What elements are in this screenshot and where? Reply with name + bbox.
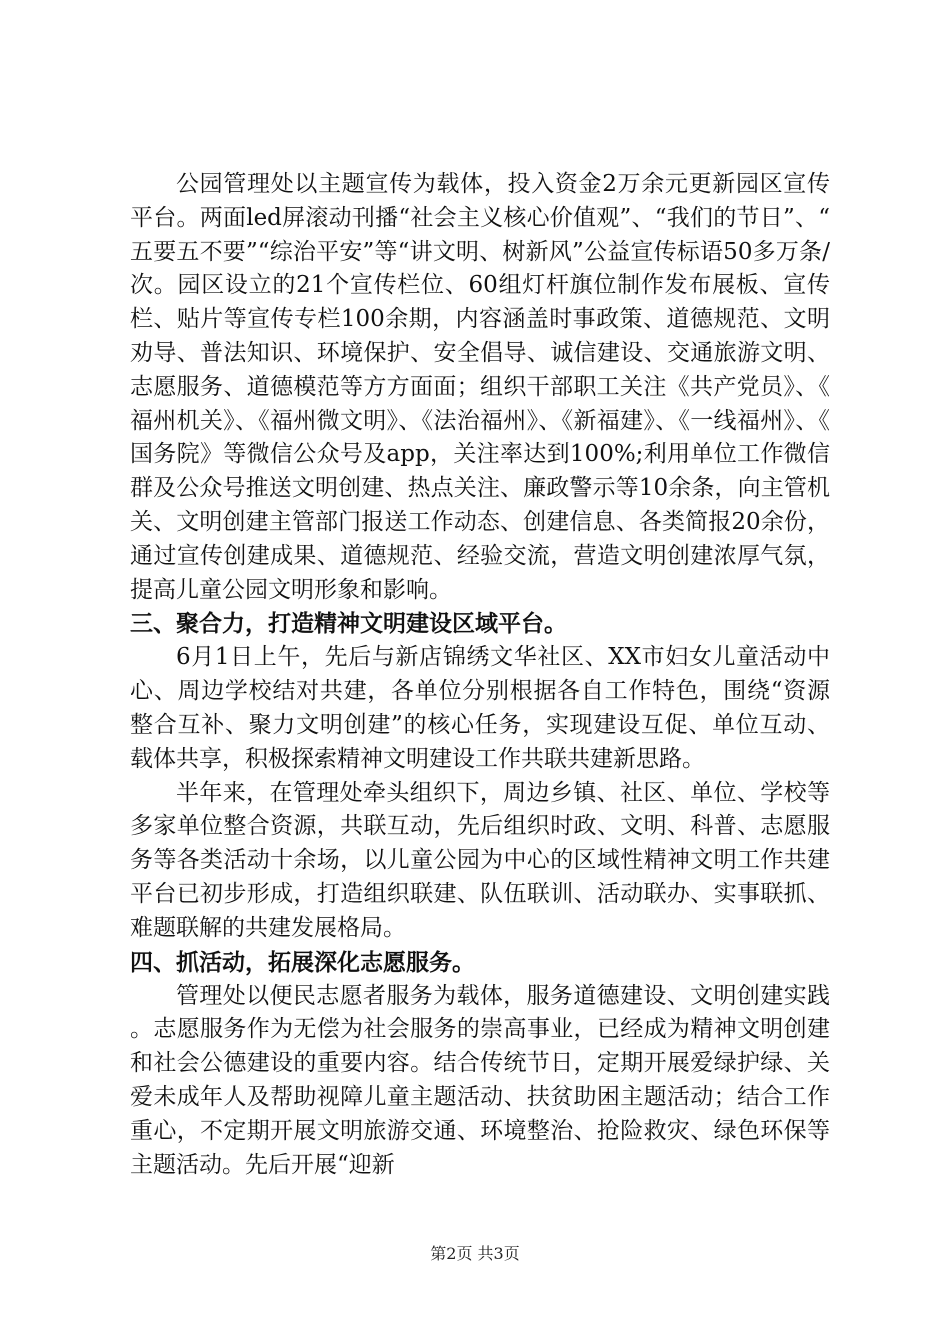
paragraph-publicity-platform: 公园管理处以主题宣传为载体，投入资金2万余元更新园区宣传平台。两面led屏滚动刊播“社会主义核心价值观”、“我们的节日”、“五要五不要”“综治平安”等“讲文明、树新风”公益宣传标语50多万条/次。园区设立的21个宣传栏位、60组灯杆旗位制作发布展板、宣传栏、贴片等宣传专栏100余期，内容涵盖时事政策、道德规范、文明劝导、普法知识、环境保护、安全倡导、诚信建设、交通旅游文明、志愿服务、道德模范等方方面面；组织干部职工关注《共产党员》、《福州机关》、《福州微文明》、《法治福州》、《新福建》、《一线福州》、《国务院》等微信公众号及app，关注率达到100%;利用单位工作微信群及公众号推送文明创建、热点关注、廉政警示等10余条，向主管机关、文明创建主管部门报送工作动态、创建信息、各类简报20余份，通过宣传创建成果、道德规范、经验交流，营造文明创建浓厚气氛，提高儿童公园文明形象和影响。 [130, 171, 830, 603]
paragraph-volunteer-service: 管理处以便民志愿者服务为载体，服务道德建设、文明创建实践。志愿服务作为无偿为社会服务的崇高事业，已经成为精神文明创建和社会公德建设的重要内容。结合传统节日，定期开展爱绿护绿、关爱未成年人及帮助视障儿童主题活动、扶贫助困主题活动；结合工作重心，不定期开展文明旅游交通、环境整治、抢险救灾、绿色环保等主题活动。先后开展“迎新 [130, 982, 830, 1178]
document-body [130, 168, 830, 1182]
section-heading-four: 四、抓活动，拓展深化志愿服务。 [130, 949, 475, 976]
paragraph-joint-construction: 6月1日上午，先后与新店锦绣文华社区、XX市妇女儿童活动中心、周边学校结对共建，各单位分别根据各自工作特色，围绕“资源整合互补、聚力文明创建”的核心任务，实现建设互促、单位互动、载体共享，积极探索精神文明建设工作共联共建新思路。 [130, 644, 830, 772]
page-footer: 第2页 共3页 [430, 1244, 520, 1263]
section-heading-three: 三、聚合力，打造精神文明建设区域平台。 [130, 611, 567, 638]
paragraph-half-year-summary: 半年来，在管理处牵头组织下，周边乡镇、社区、单位、学校等多家单位整合资源，共联互动，先后组织时政、文明、科普、志愿服务等各类活动十余场，以儿童公园为中心的区域性精神文明工作共建平台已初步形成，打造组织联建、队伍联训、活动联办、实事联抓、难题联解的共建发展格局。 [130, 779, 830, 941]
